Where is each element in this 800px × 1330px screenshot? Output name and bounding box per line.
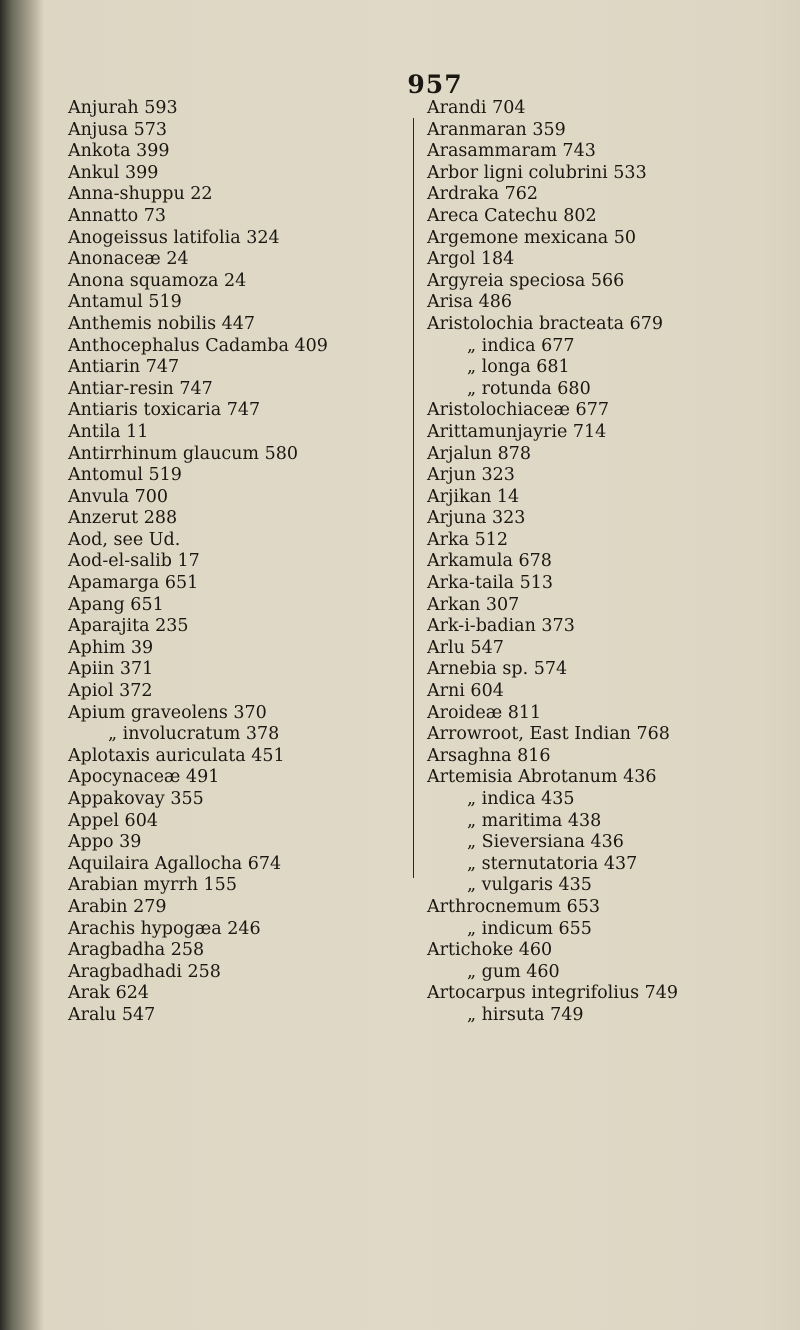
- index-entry: Arjun 323: [427, 465, 515, 486]
- index-entry: Ankul 399: [68, 162, 159, 183]
- index-entry: Antila 11: [68, 421, 149, 442]
- index-entry: Antiarin 747: [68, 357, 180, 378]
- index-entry: Annatto 73: [68, 205, 167, 226]
- index-entry: Aod, see Ud.: [68, 529, 181, 550]
- index-entry: Antiar-resin 747: [68, 378, 213, 399]
- index-column-right: [427, 98, 767, 1027]
- index-entry: Arjuna 323: [427, 508, 526, 529]
- index-entry: Arkamula 678: [427, 551, 552, 572]
- index-entry: „ maritima 438: [467, 810, 602, 831]
- index-entry: Arjalun 878: [427, 443, 531, 464]
- index-entry: Appo 39: [68, 832, 142, 853]
- index-entry: Arni 604: [427, 681, 504, 702]
- column-divider: [413, 118, 414, 878]
- index-entry: Argol 184: [427, 249, 515, 270]
- index-entry: Antiaris toxicaria 747: [68, 400, 261, 421]
- index-entry: Arandi 704: [427, 98, 526, 118]
- index-entry: „ involucratum 378: [108, 724, 280, 745]
- index-entry: Aquilaira Agallocha 674: [68, 853, 282, 874]
- index-entry: „ rotunda 680: [467, 378, 591, 399]
- index-entry: Anzerut 288: [68, 508, 178, 529]
- index-column-left: [68, 98, 388, 1027]
- index-entry: „ longa 681: [467, 357, 570, 378]
- index-entry: Argemone mexicana 50: [427, 227, 637, 248]
- index-entry: Aristolochia bracteata 679: [427, 313, 664, 334]
- index-entry: Arthrocnemum 653: [427, 896, 601, 917]
- index-entry: Aralu 547: [68, 1004, 156, 1025]
- index-entry: Arkan 307: [427, 594, 520, 615]
- index-entry: Ark-i-badian 373: [427, 616, 575, 637]
- index-entry: Anjusa 573: [68, 119, 167, 140]
- index-entry: Ardraka 762: [427, 184, 539, 205]
- index-entry: „ indica 677: [467, 335, 575, 356]
- index-entry: „ sternutatoria 437: [467, 853, 638, 874]
- book-binding-edge: [0, 0, 44, 1330]
- index-entry: Artocarpus integrifolius 749: [427, 983, 679, 1004]
- index-entry: Anthemis nobilis 447: [68, 313, 256, 334]
- index-entry: Anthocephalus Cadamba 409: [68, 335, 328, 356]
- index-entry: Artichoke 460: [427, 940, 553, 961]
- index-entry: „ Sieversiana 436: [467, 832, 624, 853]
- index-entry: Arjikan 14: [427, 486, 520, 507]
- index-entry: Anona squamoza 24: [68, 270, 247, 291]
- index-entry: Antamul 519: [68, 292, 182, 313]
- index-entry: Artemisia Abrotanum 436: [427, 767, 657, 788]
- index-entry: Areca Catechu 802: [427, 205, 597, 226]
- index-entry: Ankota 399: [68, 141, 170, 162]
- index-entry: Arabin 279: [68, 896, 167, 917]
- index-entry: Apamarga 651: [68, 573, 199, 594]
- index-entry: Aphim 39: [68, 637, 154, 658]
- index-entry: „ hirsuta 749: [467, 1004, 584, 1025]
- index-entry: Antirrhinum glaucum 580: [68, 443, 298, 464]
- index-entry: Arittamunjayrie 714: [427, 421, 607, 442]
- index-entry: Aranmaran 359: [427, 119, 566, 140]
- index-entry: Anna-shuppu 22: [68, 184, 213, 205]
- index-entry: Aparajita 235: [68, 616, 189, 637]
- index-entry: Aragbadhadi 258: [68, 961, 221, 982]
- index-entry: Arlu 547: [427, 637, 504, 658]
- page-number: 957: [407, 70, 463, 99]
- index-entry: Apang 651: [68, 594, 164, 615]
- index-entry: Arbor ligni colubrini 533: [427, 162, 647, 183]
- index-entry: Apocynaceæ 491: [68, 767, 220, 788]
- index-entry: „ vulgaris 435: [467, 875, 592, 896]
- index-entry: Arsaghna 816: [427, 745, 551, 766]
- index-entry: Arrowroot, East Indian 768: [427, 724, 670, 745]
- index-entry: Arka 512: [427, 529, 509, 550]
- index-entry: Aristolochiaceæ 677: [427, 400, 609, 421]
- index-entry: Anvula 700: [68, 486, 169, 507]
- index-entry: Arasammaram 743: [427, 141, 596, 162]
- index-entry: Anonaceæ 24: [68, 249, 189, 270]
- index-entry: Arnebia sp. 574: [427, 659, 568, 680]
- index-entry: Apiol 372: [68, 681, 153, 702]
- index-entry: Arabian myrrh 155: [68, 875, 237, 896]
- index-entry: Aragbadha 258: [68, 940, 205, 961]
- index-entry: Arak 624: [68, 983, 150, 1004]
- index-entry: Aroideæ 811: [427, 702, 542, 723]
- index-entry: Arachis hypogæa 246: [68, 918, 261, 939]
- index-entry: Appakovay 355: [68, 789, 204, 809]
- index-entry: Apium graveolens 370: [68, 702, 267, 723]
- index-entry: Antomul 519: [68, 465, 182, 486]
- index-entry: Anjurah 593: [68, 98, 178, 118]
- index-entry: Aod-el-salib 17: [68, 551, 200, 572]
- index-entry: Arka-taila 513: [427, 573, 554, 594]
- index-entry: Anogeissus latifolia 324: [68, 227, 280, 248]
- index-entry: „ gum 460: [467, 961, 560, 982]
- index-entry: Aplotaxis auriculata 451: [68, 745, 285, 766]
- index-entry: Apiin 371: [68, 659, 154, 680]
- index-entry: „ indicum 655: [467, 918, 592, 939]
- index-entry: Arisa 486: [427, 292, 512, 313]
- index-entry: Appel 604: [68, 810, 158, 831]
- index-entry: Argyreia speciosa 566: [427, 270, 625, 291]
- index-entry: „ indica 435: [467, 789, 575, 809]
